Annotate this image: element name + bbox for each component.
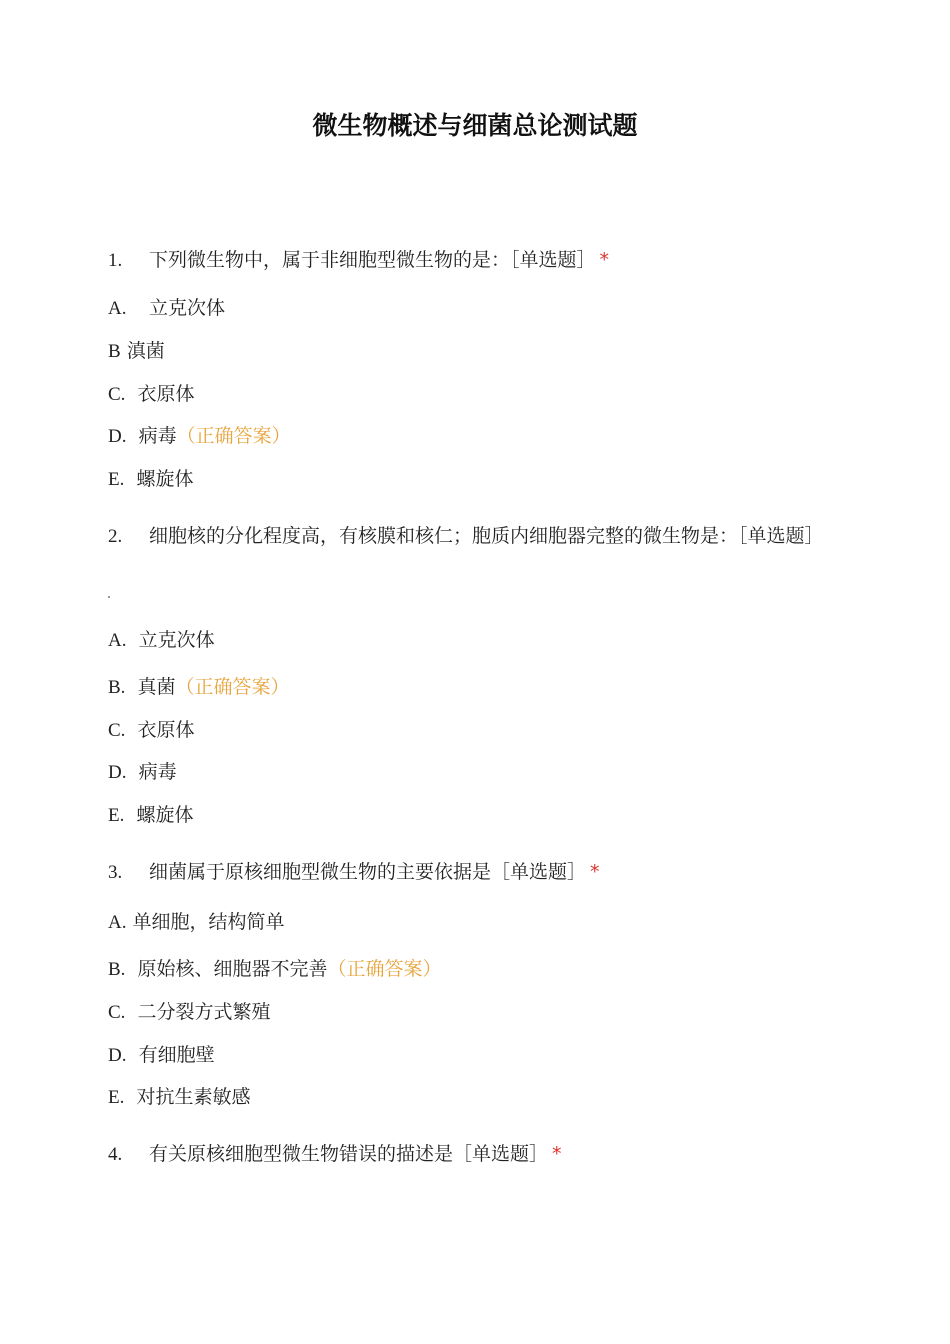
divider-dot [108, 596, 110, 598]
option-label: C. [108, 1002, 126, 1023]
option-text: 滇菌 [126, 340, 165, 362]
option-label: C. [108, 720, 126, 741]
option-label: D. [108, 1045, 127, 1066]
option-c[interactable] [108, 718, 195, 743]
question-text: 下列微生物中，属于非细胞型微生物的是：［单选题］ [149, 249, 596, 271]
option-e[interactable] [108, 803, 193, 828]
option-d[interactable] [108, 424, 291, 449]
question-text: 细菌属于原核细胞型微生物的主要依据是［单选题］ [149, 861, 587, 883]
option-label: B [108, 341, 121, 362]
option-label: A. [108, 630, 127, 651]
option-b[interactable] [108, 957, 442, 982]
question-2 [108, 524, 848, 549]
question-number: 2. [108, 526, 123, 547]
question-number: 3. [108, 862, 123, 883]
correct-answer-note: （正确答案） [175, 676, 290, 698]
option-text: 原始核、细胞器不完善 [137, 958, 328, 980]
option-c[interactable] [108, 1000, 271, 1025]
option-text: 螺旋体 [136, 468, 194, 490]
option-label: A. [108, 912, 127, 933]
option-text: 病毒 [138, 425, 177, 447]
option-label: D. [108, 426, 127, 447]
option-text: 病毒 [138, 761, 177, 783]
option-label: D. [108, 762, 127, 783]
option-label: E. [108, 1087, 125, 1108]
question-3 [108, 860, 600, 885]
question-text: 细胞核的分化程度高，有核膜和核仁；胞质内细胞器完整的微生物是：［单选题］ [149, 525, 824, 547]
option-text: 单细胞，结构简单 [132, 911, 285, 933]
option-label: E. [108, 469, 125, 490]
question-number: 4. [108, 1144, 123, 1165]
option-d[interactable] [108, 1043, 215, 1068]
question-text: 有关原核细胞型微生物错误的描述是［单选题］ [149, 1143, 549, 1165]
option-label: C. [108, 384, 126, 405]
question-4 [108, 1142, 562, 1167]
option-e[interactable] [108, 467, 193, 492]
option-e[interactable] [108, 1085, 250, 1110]
option-text: 有细胞壁 [138, 1044, 215, 1066]
option-text: 螺旋体 [136, 804, 194, 826]
option-a[interactable] [108, 910, 285, 935]
correct-answer-note: （正确答案） [176, 425, 291, 447]
correct-answer-note: （正确答案） [327, 958, 442, 980]
option-text: 对抗生素敏感 [136, 1086, 251, 1108]
required-marker: * [590, 861, 600, 883]
option-label: B. [108, 959, 126, 980]
option-c[interactable] [108, 382, 195, 407]
document-title: 微生物概述与细菌总论测试题 [312, 111, 638, 140]
option-label: A. [108, 298, 127, 319]
question-1 [108, 248, 609, 273]
option-b[interactable] [108, 339, 165, 364]
option-text: 真菌 [137, 676, 176, 698]
question-number: 1. [108, 250, 123, 271]
option-label: B. [108, 677, 126, 698]
option-text: 立克次体 [149, 297, 226, 319]
option-text: 二分裂方式繁殖 [137, 1001, 271, 1023]
option-b[interactable] [108, 675, 290, 700]
option-label: E. [108, 805, 125, 826]
option-a[interactable] [108, 628, 215, 653]
required-marker: * [599, 249, 610, 271]
option-text: 立克次体 [138, 629, 215, 651]
option-a[interactable] [108, 296, 225, 321]
required-marker: * [552, 1143, 562, 1165]
option-d[interactable] [108, 760, 177, 785]
option-text: 衣原体 [137, 383, 195, 405]
option-text: 衣原体 [137, 719, 195, 741]
